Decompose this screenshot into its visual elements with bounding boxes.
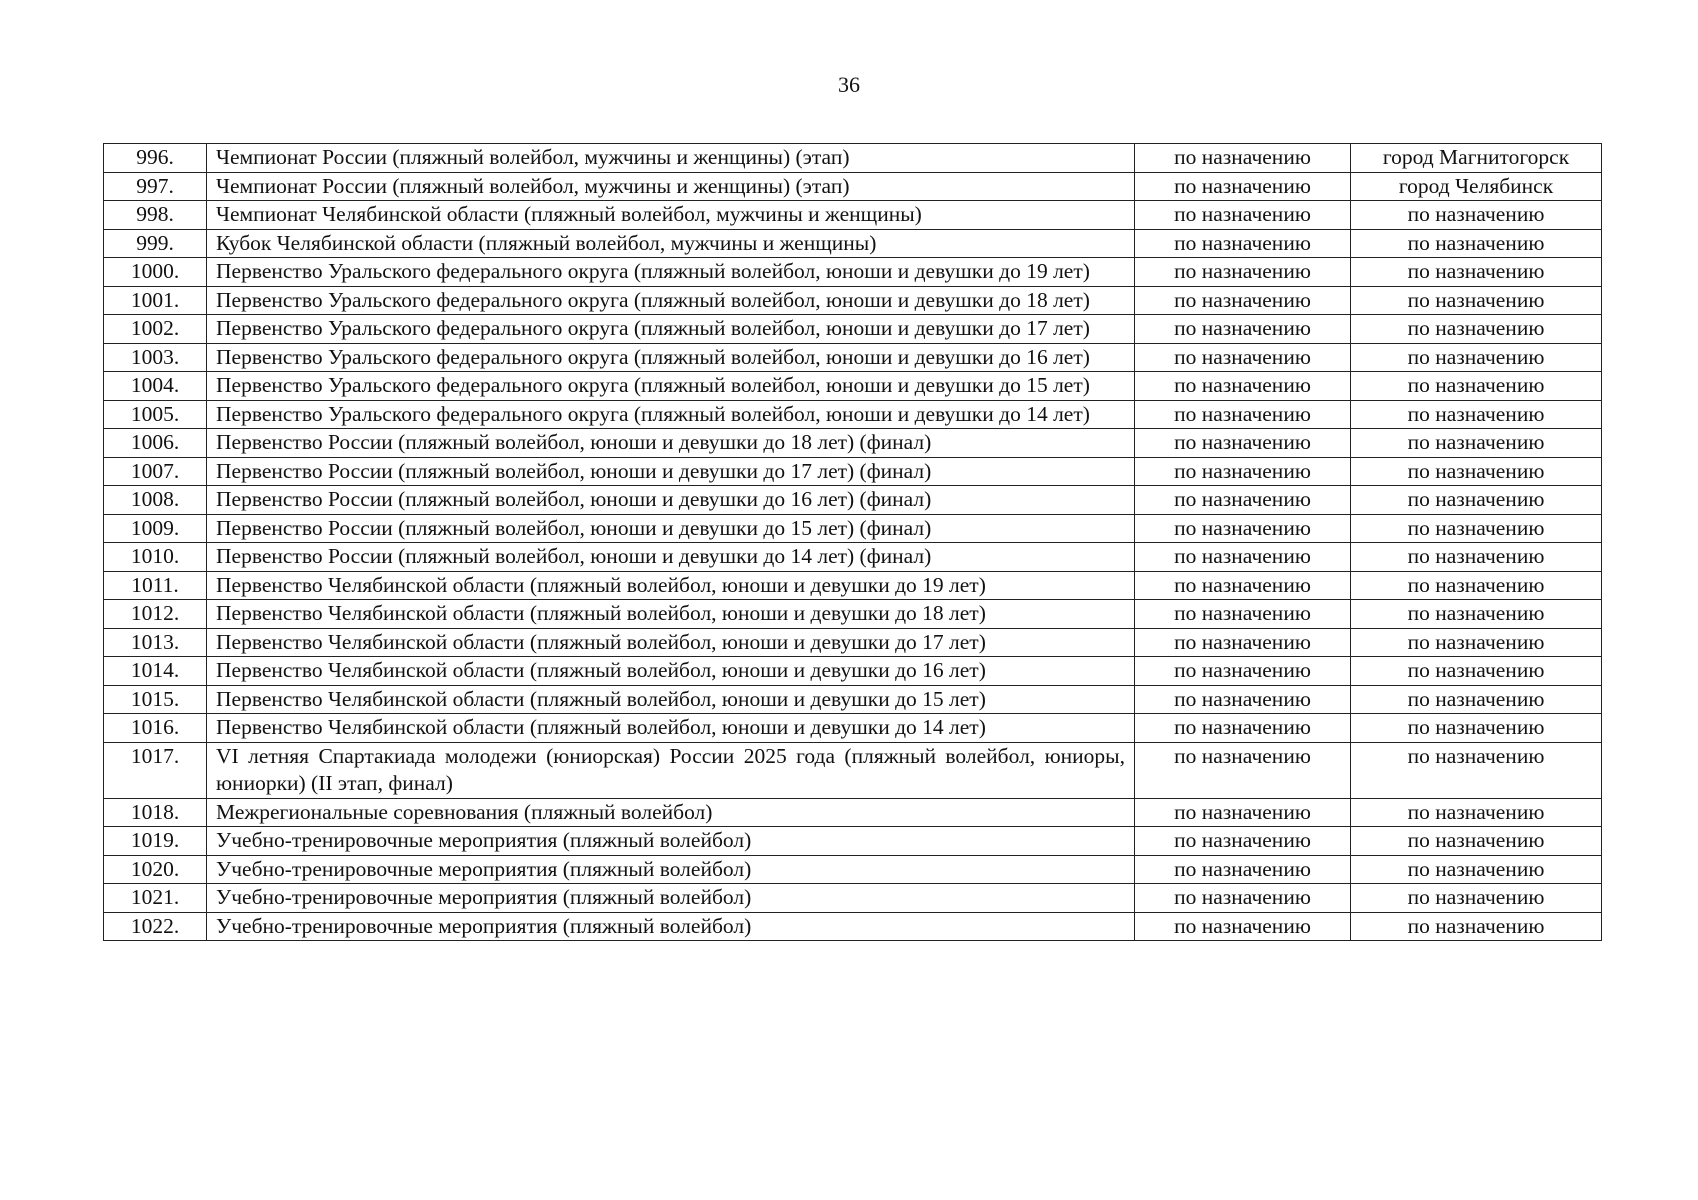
- event-date-cell: по назначению: [1135, 286, 1351, 315]
- page-number: 36: [838, 72, 860, 97]
- table-row: [104, 258, 1602, 287]
- event-place-cell: по назначению: [1351, 600, 1602, 629]
- event-title-cell: Кубок Челябинской области (пляжный волейбол, мужчины и женщины): [207, 229, 1135, 258]
- event-place-cell: по назначению: [1351, 657, 1602, 686]
- table-row: [104, 685, 1602, 714]
- event-place-cell: по назначению: [1351, 315, 1602, 344]
- event-place-cell: по назначению: [1351, 457, 1602, 486]
- row-number-cell: 1005.: [104, 400, 207, 429]
- row-number-cell: 1007.: [104, 457, 207, 486]
- event-date-cell: по назначению: [1135, 457, 1351, 486]
- event-date-cell: по назначению: [1135, 714, 1351, 743]
- event-place-cell: по назначению: [1351, 201, 1602, 230]
- event-date-cell: по назначению: [1135, 486, 1351, 515]
- table-row: [104, 286, 1602, 315]
- event-title-cell: Учебно-тренировочные мероприятия (пляжный волейбол): [207, 884, 1135, 913]
- event-date-cell: по назначению: [1135, 628, 1351, 657]
- event-title-cell: Первенство Уральского федерального округа (пляжный волейбол, юноши и девушки до 19 лет): [207, 258, 1135, 287]
- table-row: [104, 486, 1602, 515]
- table-row: [104, 372, 1602, 401]
- event-date-cell: по назначению: [1135, 884, 1351, 913]
- table-row: [104, 628, 1602, 657]
- event-place-cell: по назначению: [1351, 229, 1602, 258]
- table-row: [104, 657, 1602, 686]
- row-number-cell: 1013.: [104, 628, 207, 657]
- event-title-cell: Первенство Уральского федерального округа (пляжный волейбол, юноши и девушки до 15 лет): [207, 372, 1135, 401]
- row-number-cell: 1019.: [104, 827, 207, 856]
- event-place-cell: город Челябинск: [1351, 172, 1602, 201]
- event-place-cell: по назначению: [1351, 628, 1602, 657]
- event-place-cell: по назначению: [1351, 400, 1602, 429]
- table-row: [104, 343, 1602, 372]
- events-table-body: [104, 144, 1602, 941]
- table-row: [104, 429, 1602, 458]
- table-row: [104, 514, 1602, 543]
- event-date-cell: по назначению: [1135, 201, 1351, 230]
- event-title-cell: Первенство Уральского федерального округа (пляжный волейбол, юноши и девушки до 14 лет): [207, 400, 1135, 429]
- event-place-cell: по назначению: [1351, 742, 1602, 798]
- event-title-cell: Чемпионат России (пляжный волейбол, мужчины и женщины) (этап): [207, 172, 1135, 201]
- event-title-cell: Межрегиональные соревнования (пляжный волейбол): [207, 798, 1135, 827]
- event-place-cell: по назначению: [1351, 258, 1602, 287]
- row-number-cell: 1014.: [104, 657, 207, 686]
- event-place-cell: город Магнитогорск: [1351, 144, 1602, 173]
- event-title-cell: Первенство Челябинской области (пляжный волейбол, юноши и девушки до 18 лет): [207, 600, 1135, 629]
- event-title-cell: Первенство России (пляжный волейбол, юноши и девушки до 17 лет) (финал): [207, 457, 1135, 486]
- events-table: [103, 143, 1602, 941]
- row-number-cell: 1022.: [104, 912, 207, 941]
- event-date-cell: по назначению: [1135, 258, 1351, 287]
- table-row: [104, 912, 1602, 941]
- table-row: [104, 742, 1602, 798]
- event-date-cell: по назначению: [1135, 514, 1351, 543]
- event-place-cell: по назначению: [1351, 827, 1602, 856]
- event-title-cell: Чемпионат Челябинской области (пляжный волейбол, мужчины и женщины): [207, 201, 1135, 230]
- event-title-cell: VI летняя Спартакиада молодежи (юниорская) России 2025 года (пляжный волейбол, юниоры, юниорки) (II этап, финал): [207, 742, 1135, 798]
- event-date-cell: по назначению: [1135, 229, 1351, 258]
- event-title-cell: Первенство России (пляжный волейбол, юноши и девушки до 16 лет) (финал): [207, 486, 1135, 515]
- event-date-cell: по назначению: [1135, 400, 1351, 429]
- table-row: [104, 543, 1602, 572]
- event-date-cell: по назначению: [1135, 315, 1351, 344]
- event-title-cell: Первенство Челябинской области (пляжный волейбол, юноши и девушки до 16 лет): [207, 657, 1135, 686]
- row-number-cell: 1000.: [104, 258, 207, 287]
- row-number-cell: 1002.: [104, 315, 207, 344]
- event-place-cell: по назначению: [1351, 486, 1602, 515]
- event-title-cell: Учебно-тренировочные мероприятия (пляжный волейбол): [207, 855, 1135, 884]
- event-title-cell: Первенство Челябинской области (пляжный волейбол, юноши и девушки до 19 лет): [207, 571, 1135, 600]
- event-date-cell: по назначению: [1135, 372, 1351, 401]
- row-number-cell: 1011.: [104, 571, 207, 600]
- row-number-cell: 1017.: [104, 742, 207, 798]
- row-number-cell: 1003.: [104, 343, 207, 372]
- row-number-cell: 1015.: [104, 685, 207, 714]
- event-place-cell: по назначению: [1351, 884, 1602, 913]
- table-row: [104, 827, 1602, 856]
- table-row: [104, 571, 1602, 600]
- row-number-cell: 1004.: [104, 372, 207, 401]
- event-place-cell: по назначению: [1351, 798, 1602, 827]
- event-title-cell: Учебно-тренировочные мероприятия (пляжный волейбол): [207, 827, 1135, 856]
- row-number-cell: 998.: [104, 201, 207, 230]
- table-row: [104, 884, 1602, 913]
- row-number-cell: 997.: [104, 172, 207, 201]
- table-row: [104, 855, 1602, 884]
- event-date-cell: по назначению: [1135, 685, 1351, 714]
- table-row: [104, 172, 1602, 201]
- event-title-cell: Первенство России (пляжный волейбол, юноши и девушки до 14 лет) (финал): [207, 543, 1135, 572]
- event-date-cell: по назначению: [1135, 657, 1351, 686]
- event-title-cell: Первенство Уральского федерального округа (пляжный волейбол, юноши и девушки до 17 лет): [207, 315, 1135, 344]
- event-title-cell: Первенство Челябинской области (пляжный волейбол, юноши и девушки до 17 лет): [207, 628, 1135, 657]
- row-number-cell: 1016.: [104, 714, 207, 743]
- row-number-cell: 1021.: [104, 884, 207, 913]
- row-number-cell: 1009.: [104, 514, 207, 543]
- event-title-cell: Первенство Уральского федерального округа (пляжный волейбол, юноши и девушки до 18 лет): [207, 286, 1135, 315]
- event-date-cell: по назначению: [1135, 429, 1351, 458]
- event-date-cell: по назначению: [1135, 543, 1351, 572]
- table-row: [104, 229, 1602, 258]
- row-number-cell: 1001.: [104, 286, 207, 315]
- event-date-cell: по назначению: [1135, 827, 1351, 856]
- event-place-cell: по назначению: [1351, 714, 1602, 743]
- event-place-cell: по назначению: [1351, 429, 1602, 458]
- table-row: [104, 457, 1602, 486]
- row-number-cell: 1020.: [104, 855, 207, 884]
- row-number-cell: 999.: [104, 229, 207, 258]
- event-date-cell: по назначению: [1135, 912, 1351, 941]
- event-title-cell: Учебно-тренировочные мероприятия (пляжный волейбол): [207, 912, 1135, 941]
- row-number-cell: 1010.: [104, 543, 207, 572]
- row-number-cell: 996.: [104, 144, 207, 173]
- table-row: [104, 798, 1602, 827]
- row-number-cell: 1018.: [104, 798, 207, 827]
- event-title-cell: Чемпионат России (пляжный волейбол, мужчины и женщины) (этап): [207, 144, 1135, 173]
- event-date-cell: по назначению: [1135, 600, 1351, 629]
- event-date-cell: по назначению: [1135, 855, 1351, 884]
- event-place-cell: по назначению: [1351, 343, 1602, 372]
- event-place-cell: по назначению: [1351, 685, 1602, 714]
- event-date-cell: по назначению: [1135, 343, 1351, 372]
- event-place-cell: по назначению: [1351, 286, 1602, 315]
- event-place-cell: по назначению: [1351, 543, 1602, 572]
- table-row: [104, 201, 1602, 230]
- event-date-cell: по назначению: [1135, 742, 1351, 798]
- event-title-cell: Первенство Челябинской области (пляжный волейбол, юноши и девушки до 14 лет): [207, 714, 1135, 743]
- table-row: [104, 144, 1602, 173]
- row-number-cell: 1008.: [104, 486, 207, 515]
- table-row: [104, 315, 1602, 344]
- row-number-cell: 1012.: [104, 600, 207, 629]
- event-date-cell: по назначению: [1135, 144, 1351, 173]
- event-date-cell: по назначению: [1135, 172, 1351, 201]
- event-title-cell: Первенство России (пляжный волейбол, юноши и девушки до 18 лет) (финал): [207, 429, 1135, 458]
- event-place-cell: по назначению: [1351, 514, 1602, 543]
- table-row: [104, 400, 1602, 429]
- event-date-cell: по назначению: [1135, 798, 1351, 827]
- event-title-cell: Первенство России (пляжный волейбол, юноши и девушки до 15 лет) (финал): [207, 514, 1135, 543]
- event-title-cell: Первенство Уральского федерального округа (пляжный волейбол, юноши и девушки до 16 лет): [207, 343, 1135, 372]
- table-row: [104, 714, 1602, 743]
- event-place-cell: по назначению: [1351, 372, 1602, 401]
- event-place-cell: по назначению: [1351, 912, 1602, 941]
- event-place-cell: по назначению: [1351, 571, 1602, 600]
- event-place-cell: по назначению: [1351, 855, 1602, 884]
- row-number-cell: 1006.: [104, 429, 207, 458]
- event-date-cell: по назначению: [1135, 571, 1351, 600]
- table-row: [104, 600, 1602, 629]
- event-title-cell: Первенство Челябинской области (пляжный волейбол, юноши и девушки до 15 лет): [207, 685, 1135, 714]
